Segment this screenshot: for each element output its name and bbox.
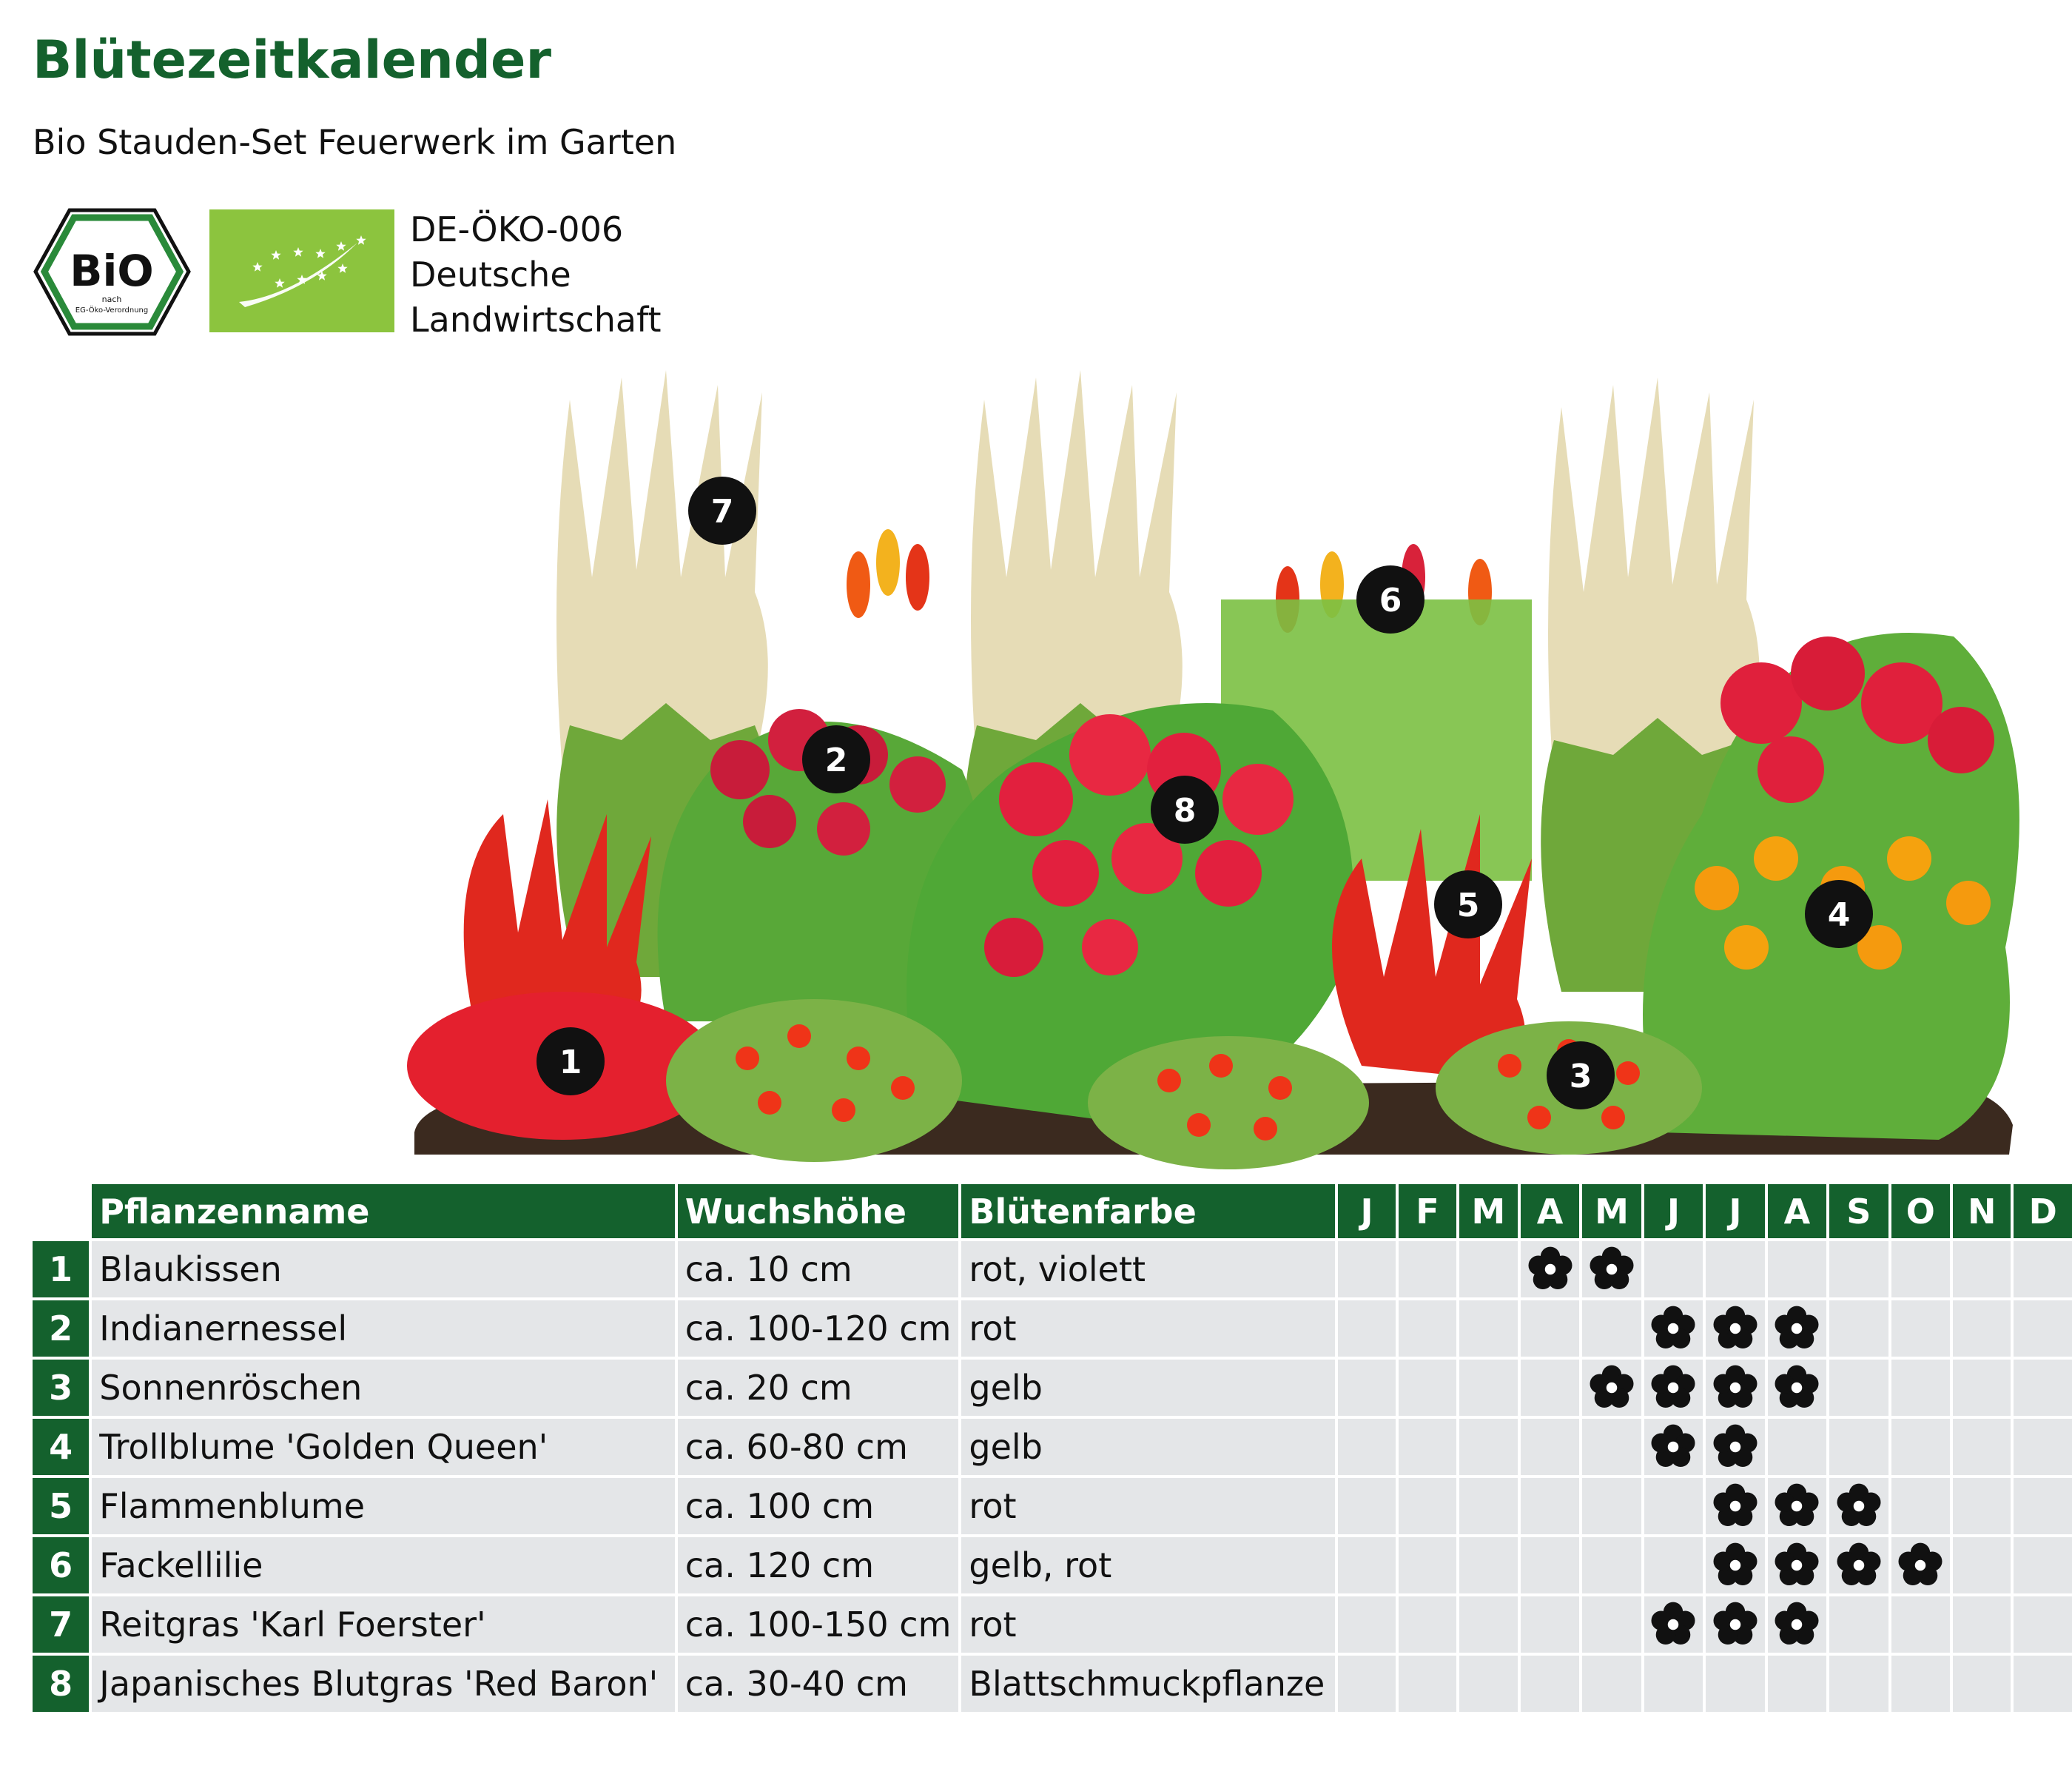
plant-name-cell: Blaukissen [92, 1241, 675, 1297]
month-cell [2014, 1300, 2072, 1357]
flower-icon [1649, 1304, 1698, 1353]
month-cell [1399, 1596, 1456, 1653]
marker-1 [536, 1027, 605, 1095]
month-cell [1768, 1537, 1826, 1593]
month-cell [1582, 1656, 1641, 1712]
month-cell [1338, 1596, 1396, 1653]
row-number: 5 [33, 1478, 89, 1534]
table-row [33, 1241, 2072, 1297]
svg-text:2: 2 [824, 742, 848, 779]
garden-bed-illustration [400, 355, 2028, 1169]
header-plant-name: Pflanzenname [92, 1184, 675, 1238]
month-cell [1459, 1300, 1518, 1357]
month-cell [1706, 1300, 1764, 1357]
month-cell [1768, 1360, 1826, 1416]
header-month: F [1399, 1184, 1456, 1238]
month-cell [1338, 1300, 1396, 1357]
header-month: A [1521, 1184, 1579, 1238]
month-cell [1644, 1656, 1703, 1712]
marker-5 [1434, 870, 1502, 938]
month-cell [2014, 1360, 2072, 1416]
row-number: 3 [33, 1360, 89, 1416]
month-cell [1582, 1537, 1641, 1593]
month-cell [1953, 1241, 2011, 1297]
height-cell: ca. 60-80 cm [678, 1419, 959, 1475]
header-month: A [1768, 1184, 1826, 1238]
month-cell [1521, 1360, 1579, 1416]
month-cell [1891, 1656, 1950, 1712]
month-cell [2014, 1537, 2072, 1593]
eu-organic-leaf-logo [209, 209, 394, 332]
page-subtitle: Bio Stauden-Set Feuerwerk im Garten [33, 122, 677, 162]
svg-text:5: 5 [1456, 887, 1480, 924]
table-header-row [33, 1184, 2072, 1238]
month-cell [1829, 1478, 1888, 1534]
header-month: J [1338, 1184, 1396, 1238]
certification-text [410, 207, 662, 343]
month-cell [1338, 1656, 1396, 1712]
header-month: S [1829, 1184, 1888, 1238]
cert-code: DE-ÖKO-006 [410, 209, 624, 249]
month-cell [1644, 1300, 1703, 1357]
month-cell [1338, 1360, 1396, 1416]
month-cell [1338, 1537, 1396, 1593]
flower-icon [1772, 1541, 1821, 1590]
cert-line-2: Deutsche [410, 255, 571, 295]
flower-icon [1772, 1304, 1821, 1353]
month-cell [2014, 1419, 2072, 1475]
bio-logo-sub2: EG-Öko-Verordnung [75, 306, 149, 315]
height-cell: ca. 20 cm [678, 1360, 959, 1416]
month-cell [1706, 1596, 1764, 1653]
flower-icon [1587, 1245, 1636, 1294]
month-cell [1891, 1596, 1950, 1653]
flower-icon [1711, 1600, 1760, 1649]
flower-icon [1711, 1422, 1760, 1471]
month-cell [1829, 1656, 1888, 1712]
month-cell [1644, 1537, 1703, 1593]
month-cell [1399, 1537, 1456, 1593]
svg-text:8: 8 [1173, 792, 1197, 830]
marker-4 [1805, 880, 1873, 948]
month-cell [1521, 1241, 1579, 1297]
month-cell [1521, 1596, 1579, 1653]
flower-icon [1896, 1541, 1945, 1590]
header-month: N [1953, 1184, 2011, 1238]
month-cell [1582, 1478, 1641, 1534]
month-cell [1399, 1419, 1456, 1475]
month-cell [1521, 1537, 1579, 1593]
flower-color-cell: gelb [961, 1419, 1335, 1475]
month-cell [1644, 1360, 1703, 1416]
month-cell [1829, 1300, 1888, 1357]
row-number: 2 [33, 1300, 89, 1357]
flower-color-cell: rot [961, 1478, 1335, 1534]
month-cell [1644, 1241, 1703, 1297]
month-cell [1768, 1596, 1826, 1653]
month-cell [1338, 1419, 1396, 1475]
month-cell [1521, 1300, 1579, 1357]
marker-2 [802, 725, 870, 793]
month-cell [1521, 1656, 1579, 1712]
month-cell [1891, 1360, 1950, 1416]
month-cell [1891, 1300, 1950, 1357]
flower-icon [1526, 1245, 1575, 1294]
month-cell [1891, 1478, 1950, 1534]
marker-7 [688, 477, 756, 545]
month-cell [1399, 1300, 1456, 1357]
flower-color-cell: rot, violett [961, 1241, 1335, 1297]
svg-text:7: 7 [710, 493, 734, 531]
table-row [33, 1596, 2072, 1653]
header-blank-cell [33, 1184, 89, 1238]
month-cell [2014, 1656, 2072, 1712]
month-cell [1829, 1596, 1888, 1653]
month-cell [1829, 1537, 1888, 1593]
bio-seal-logo [33, 207, 192, 337]
flower-icon [1834, 1482, 1883, 1531]
month-cell [2014, 1478, 2072, 1534]
month-cell [1706, 1537, 1764, 1593]
bloom-calendar-table [30, 1181, 2072, 1715]
page-title: Blütezeitkalender [33, 30, 551, 90]
header-month: M [1459, 1184, 1518, 1238]
month-cell [1768, 1419, 1826, 1475]
row-number: 1 [33, 1241, 89, 1297]
flower-icon [1711, 1541, 1760, 1590]
month-cell [2014, 1241, 2072, 1297]
svg-text:6: 6 [1379, 582, 1402, 619]
header-month: D [2014, 1184, 2072, 1238]
height-cell: ca. 30-40 cm [678, 1656, 959, 1712]
month-cell [1521, 1478, 1579, 1534]
flower-icon [1649, 1600, 1698, 1649]
header-month: O [1891, 1184, 1950, 1238]
row-number: 8 [33, 1656, 89, 1712]
flower-color-cell: rot [961, 1300, 1335, 1357]
month-cell [1768, 1300, 1826, 1357]
marker-6 [1356, 565, 1424, 634]
svg-text:4: 4 [1827, 896, 1851, 934]
month-cell [1953, 1360, 2011, 1416]
month-cell [1953, 1300, 2011, 1357]
month-cell [1338, 1478, 1396, 1534]
flower-icon [1587, 1363, 1636, 1412]
plant-name-cell: Sonnenröschen [92, 1360, 675, 1416]
month-cell [1768, 1241, 1826, 1297]
flower-icon [1649, 1422, 1698, 1471]
month-cell [1891, 1537, 1950, 1593]
month-cell [1399, 1656, 1456, 1712]
month-cell [1953, 1537, 2011, 1593]
month-cell [1459, 1360, 1518, 1416]
header-month: M [1582, 1184, 1641, 1238]
month-cell [1829, 1360, 1888, 1416]
plant-name-cell: Reitgras 'Karl Foerster' [92, 1596, 675, 1653]
table-row [33, 1537, 2072, 1593]
plant-name-cell: Flammenblume [92, 1478, 675, 1534]
month-cell [1953, 1419, 2011, 1475]
month-cell [1644, 1419, 1703, 1475]
header-month: J [1644, 1184, 1703, 1238]
marker-3 [1547, 1041, 1615, 1109]
row-number: 6 [33, 1537, 89, 1593]
flower-icon [1772, 1600, 1821, 1649]
table-row [33, 1478, 2072, 1534]
month-cell [1582, 1596, 1641, 1653]
month-cell [1399, 1478, 1456, 1534]
flower-color-cell: rot [961, 1596, 1335, 1653]
marker-8 [1151, 776, 1219, 844]
header-flower-color: Blütenfarbe [961, 1184, 1335, 1238]
table-row [33, 1656, 2072, 1712]
row-number: 7 [33, 1596, 89, 1653]
height-cell: ca. 100 cm [678, 1478, 959, 1534]
month-cell [1582, 1241, 1641, 1297]
flower-color-cell: gelb [961, 1360, 1335, 1416]
height-cell: ca. 100-150 cm [678, 1596, 959, 1653]
month-cell [1829, 1241, 1888, 1297]
month-cell [2014, 1596, 2072, 1653]
month-cell [1459, 1596, 1518, 1653]
bio-logo-text: BiO [70, 246, 154, 296]
month-cell [1706, 1656, 1764, 1712]
month-cell [1829, 1419, 1888, 1475]
plant-name-cell: Indianernessel [92, 1300, 675, 1357]
flower-color-cell: Blattschmuckpflanze [961, 1656, 1335, 1712]
svg-text:3: 3 [1569, 1058, 1592, 1095]
month-cell [1706, 1478, 1764, 1534]
month-cell [1953, 1478, 2011, 1534]
month-cell [1582, 1360, 1641, 1416]
flower-icon [1772, 1363, 1821, 1412]
table-row [33, 1360, 2072, 1416]
table-row [33, 1300, 2072, 1357]
month-cell [1582, 1419, 1641, 1475]
row-number: 4 [33, 1419, 89, 1475]
month-cell [1891, 1241, 1950, 1297]
month-cell [1706, 1241, 1764, 1297]
flower-icon [1711, 1304, 1760, 1353]
flower-icon [1772, 1482, 1821, 1531]
flower-icon [1711, 1363, 1760, 1412]
month-cell [1459, 1241, 1518, 1297]
flower-icon [1834, 1541, 1883, 1590]
month-cell [1706, 1419, 1764, 1475]
month-cell [1459, 1537, 1518, 1593]
header-height: Wuchshöhe [678, 1184, 959, 1238]
plant-name-cell: Japanisches Blutgras 'Red Baron' [92, 1656, 675, 1712]
month-cell [1768, 1656, 1826, 1712]
month-cell [1891, 1419, 1950, 1475]
month-cell [1459, 1656, 1518, 1712]
table-row [33, 1419, 2072, 1475]
month-cell [1768, 1478, 1826, 1534]
flower-icon [1711, 1482, 1760, 1531]
header-month: J [1706, 1184, 1764, 1238]
svg-text:1: 1 [559, 1044, 582, 1081]
bio-logo-sub1: nach [101, 295, 122, 304]
height-cell: ca. 10 cm [678, 1241, 959, 1297]
flower-color-cell: gelb, rot [961, 1537, 1335, 1593]
month-cell [1953, 1596, 2011, 1653]
flower-icon [1649, 1363, 1698, 1412]
plant-name-cell: Trollblume 'Golden Queen' [92, 1419, 675, 1475]
month-cell [1582, 1300, 1641, 1357]
month-cell [1521, 1419, 1579, 1475]
height-cell: ca. 120 cm [678, 1537, 959, 1593]
month-cell [1399, 1241, 1456, 1297]
height-cell: ca. 100-120 cm [678, 1300, 959, 1357]
month-cell [1706, 1360, 1764, 1416]
month-cell [1459, 1419, 1518, 1475]
plant-name-cell: Fackellilie [92, 1537, 675, 1593]
month-cell [1338, 1241, 1396, 1297]
month-cell [1399, 1360, 1456, 1416]
month-cell [1644, 1478, 1703, 1534]
month-cell [1953, 1656, 2011, 1712]
cert-line-3: Landwirtschaft [410, 300, 662, 340]
month-cell [1644, 1596, 1703, 1653]
month-cell [1459, 1478, 1518, 1534]
